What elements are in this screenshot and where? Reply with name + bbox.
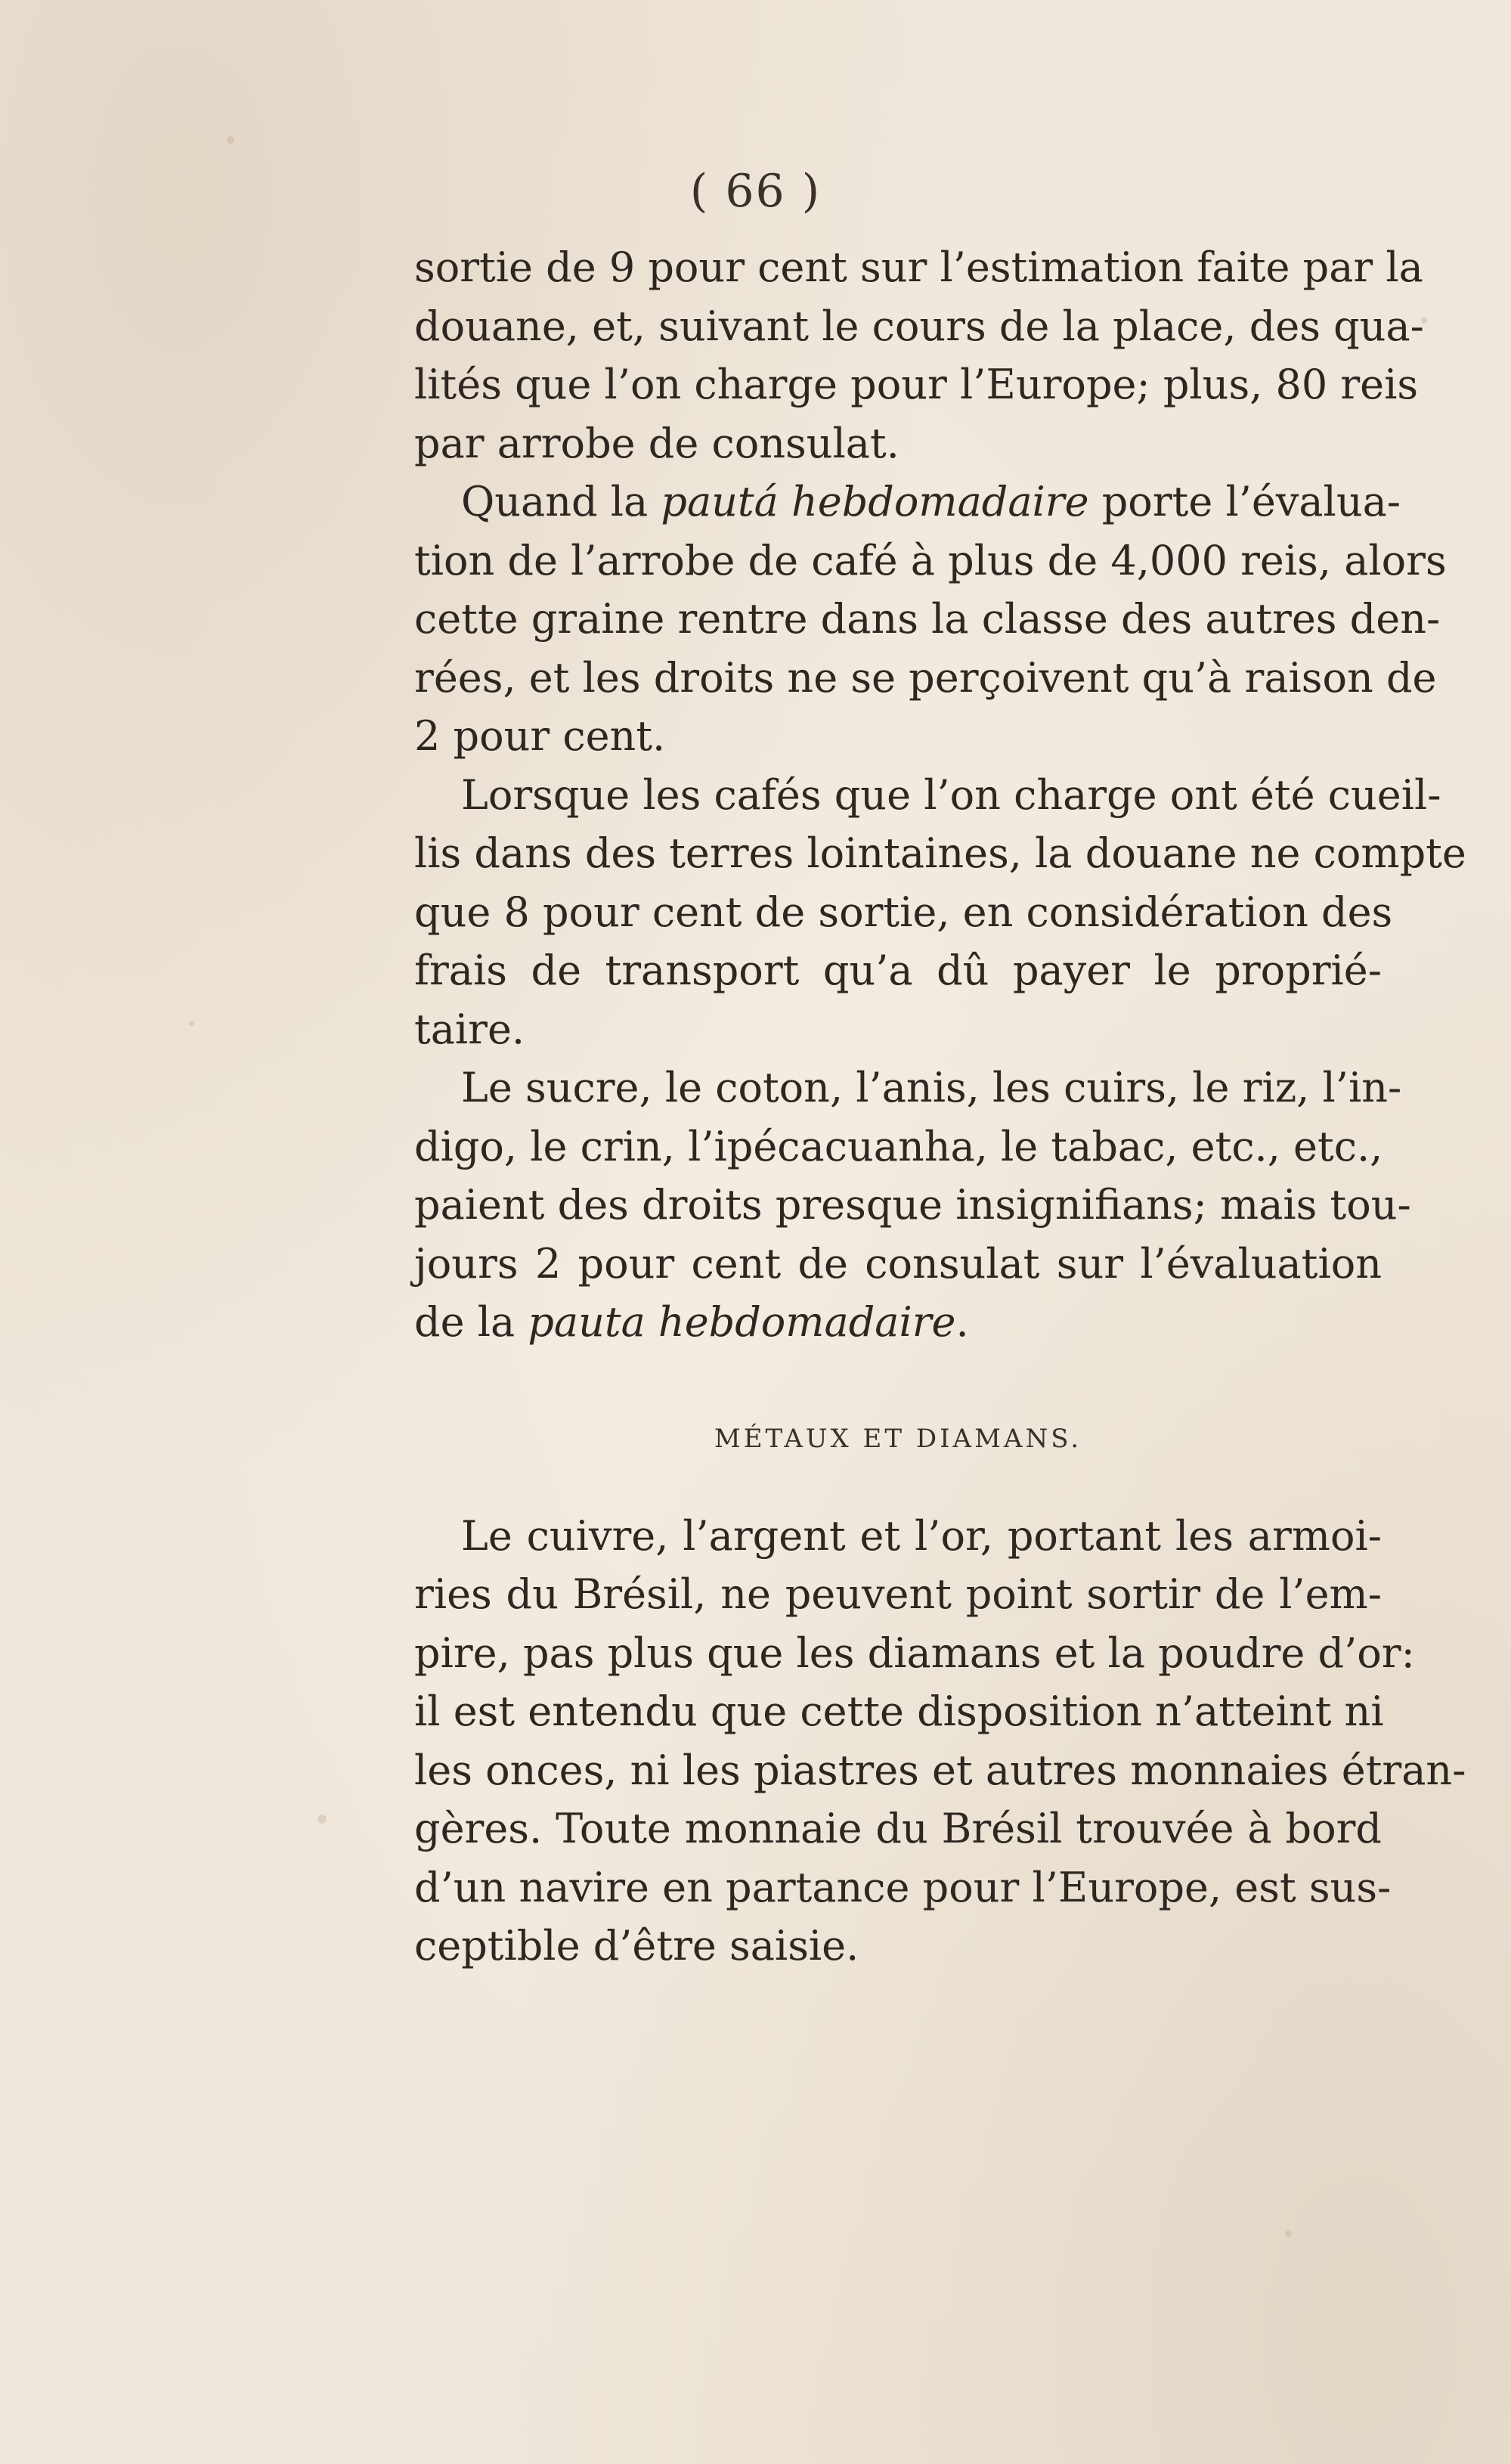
- text-line: sortie de 9 pour cent sur l’estimation faite par la: [414, 243, 1423, 291]
- text-line: gères. Toute monnaie du Brésil trouvée à bord: [414, 1805, 1382, 1852]
- text-line: digo, le crin, l’ipécacuanha, le tabac, etc., etc.,: [414, 1122, 1383, 1170]
- text-line: tion de l’arrobe de café à plus de 4,000 reis, alors: [414, 536, 1447, 584]
- italic-term: pautá hebdomadaire: [661, 478, 1089, 525]
- text-line: 2 pour cent.: [414, 712, 666, 760]
- text-run: porte l’évalua-: [1088, 478, 1401, 525]
- text-line: douane, et, suivant le cours de la place, des qua-: [414, 302, 1424, 350]
- text-line: taire.: [414, 1005, 525, 1053]
- text-line: d’un navire en partance pour l’Europe, est sus-: [414, 1863, 1392, 1911]
- section-heading: MÉTAUX ET DIAMANS.: [714, 1423, 1082, 1454]
- text-line: les onces, ni les piastres et autres monnaies étran-: [414, 1746, 1466, 1794]
- foxing-spot: [1285, 2230, 1292, 2237]
- text-run: .: [955, 1298, 969, 1346]
- text-line: il est entendu que cette disposition n’atteint ni: [414, 1688, 1384, 1735]
- text-run: de la: [414, 1298, 528, 1346]
- text-line: paient des droits presque insignifians; mais tou-: [414, 1181, 1411, 1229]
- text-line: que 8 pour cent de sortie, en considération des: [414, 888, 1393, 936]
- page-number: ( 66 ): [689, 165, 822, 218]
- body-text: [414, 238, 1466, 1976]
- text-line: Lorsque les cafés que l’on charge ont été cueil-: [461, 770, 1441, 819]
- foxing-spot: [189, 1021, 194, 1026]
- text-line: frais de transport qu’a dû payer le proprié-: [414, 947, 1382, 994]
- text-line: rées, et les droits ne se perçoivent qu’à raison de: [414, 653, 1437, 702]
- italic-term: pauta hebdomadaire: [528, 1298, 956, 1346]
- foxing-spot: [317, 1815, 327, 1824]
- text-line: lis dans des terres lointaines, la douane ne compte: [414, 829, 1466, 877]
- text-line: ries du Brésil, ne peuvent point sortir de l’em-: [414, 1570, 1382, 1618]
- text-run: Quand la: [461, 478, 661, 525]
- text-line: [414, 1293, 1382, 1352]
- text-line: [414, 473, 1401, 532]
- foxing-spot: [227, 136, 234, 144]
- text-line: par arrobe de consulat.: [414, 419, 899, 467]
- text-line: ceptible d’être saisie.: [414, 1922, 859, 1970]
- text-line: Le sucre, le coton, l’anis, les cuirs, le riz, l’in-: [461, 1064, 1402, 1111]
- text-line: lités que l’on charge pour l’Europe; plus, 80 reis: [414, 361, 1419, 408]
- text-line: pire, pas plus que les diamans et la poudre d’or:: [414, 1629, 1415, 1677]
- text-line: Le cuivre, l’argent et l’or, portant les armoi-: [461, 1511, 1382, 1560]
- text-line: cette graine rentre dans la classe des autres den-: [414, 595, 1441, 643]
- text-line: jours 2 pour cent de consulat sur l’évaluation: [414, 1239, 1382, 1288]
